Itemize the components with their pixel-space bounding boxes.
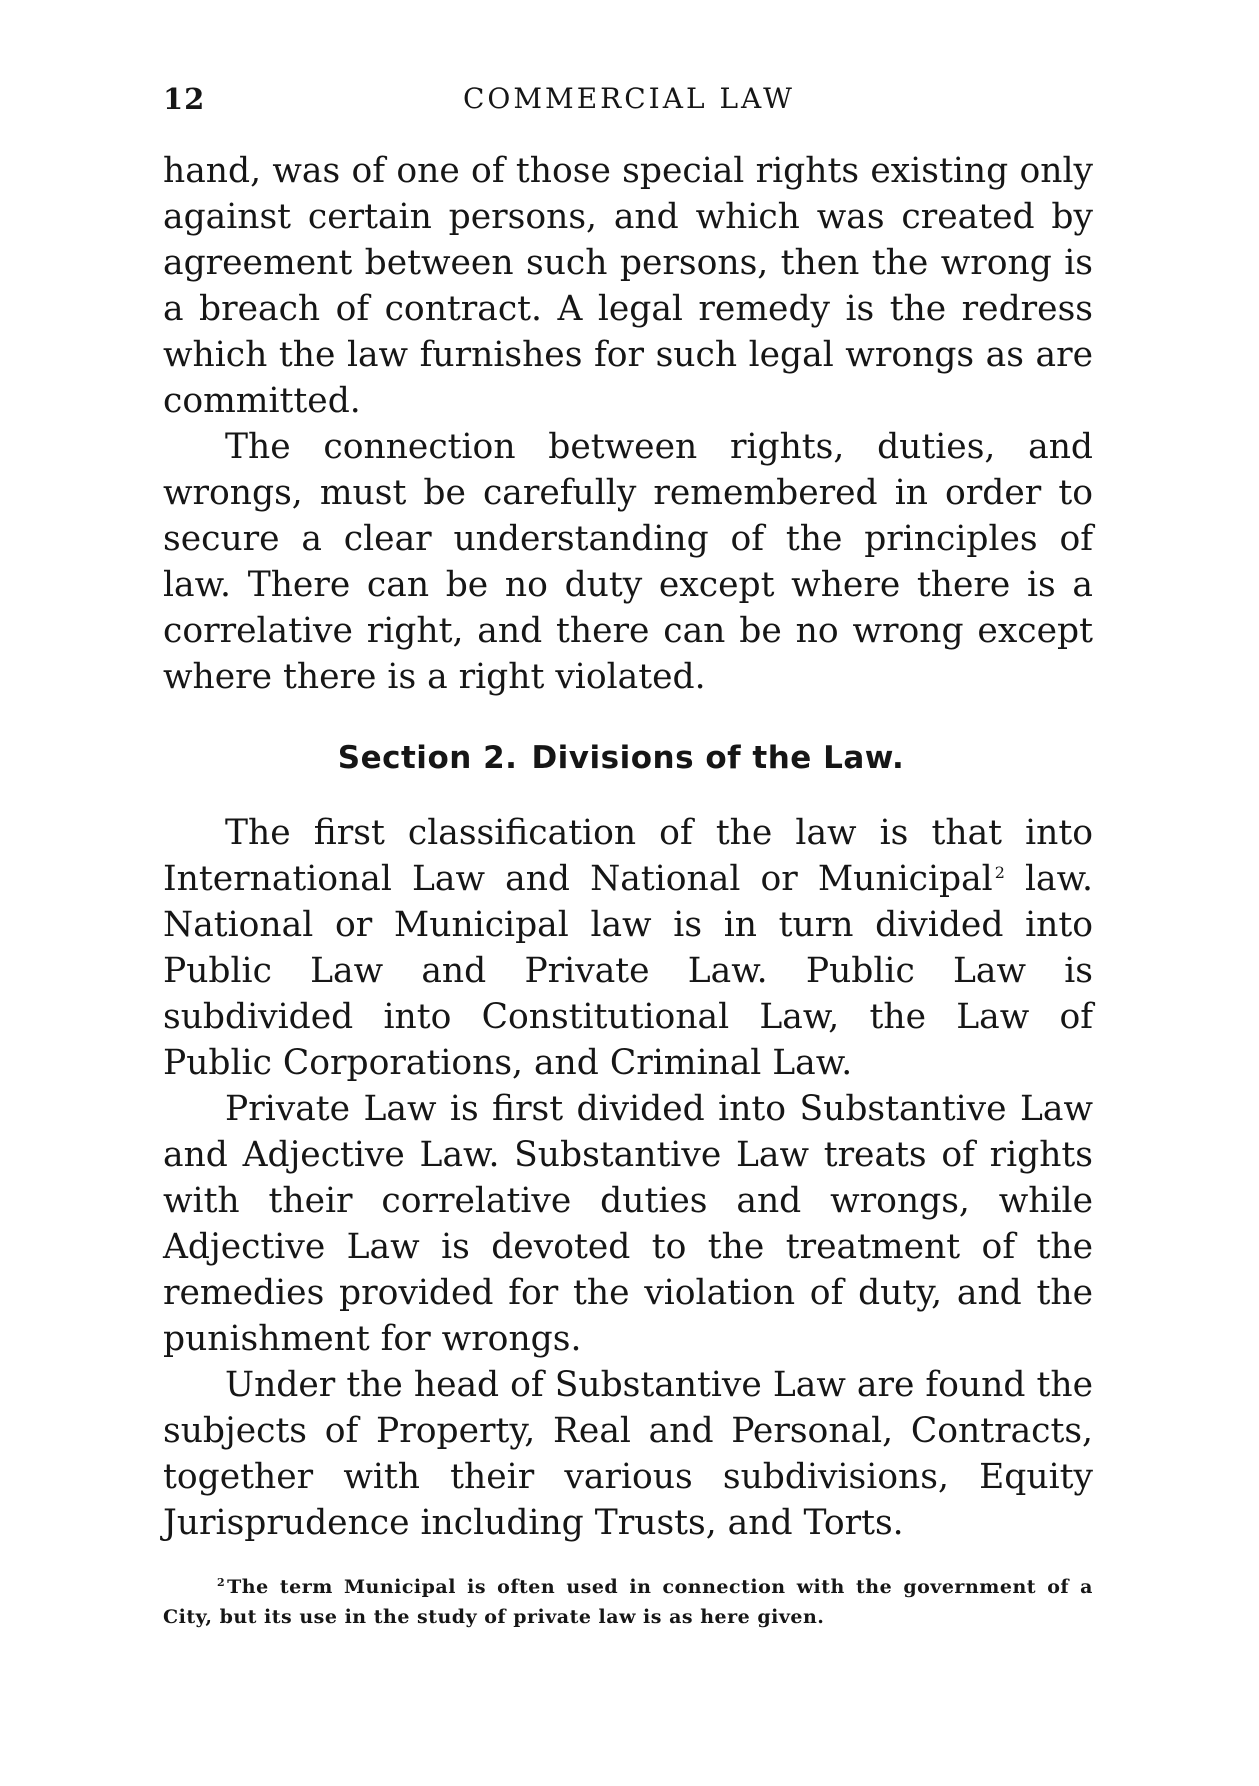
paragraph-rights-duties: The connection between rights, duties, and wrongs, must be carefully remembered in order to secure a clear understanding of the principles of law. There can be no duty except where there is a correlative right, and there can be no wrong except where there is a right violated. [163,427,1093,697]
footnote-reference: 2 [994,862,1005,882]
page-header [163,82,1093,122]
footnote-text: The term Municipal is often used in connection with the government of a City, but its use in the study of private law is as here given. [163,1576,1093,1628]
section-heading [163,740,1093,776]
section-title: Divisions of the Law. [531,740,905,776]
paragraph-classification-start: The first classification of the law is that into International Law and National or Municipal [163,813,1093,899]
body-text [163,148,1093,1632]
page-number: 12 [163,82,206,116]
paragraph-continued: hand, was of one of those special rights existing only against certain persons, and which was created by agreement between such persons, then the wrong is a breach of contract. A legal remedy is the redress which the law furnishes for such legal wrongs as are committed. [163,151,1093,421]
footnote [163,1572,1093,1632]
paragraph-classification [163,810,1093,1086]
paragraph-classification-end: law. National or Municipal law is in turn divided into Public Law and Private Law. Public Law is subdivided into Constitutional Law, the Law of Public Corporations, and Criminal Law. [163,859,1093,1083]
paragraph-private-law: Private Law is first divided into Substantive Law and Adjective Law. Substantive Law treats of rights with their correlative duties and wrongs, while Adjective Law is devoted to the treatment of the remedies provided for the violation of duty, and the punishment for wrongs. [163,1089,1093,1359]
section-number: Section 2. [337,740,518,776]
paragraph-substantive-law: Under the head of Substantive Law are found the subjects of Property, Real and Personal, Contracts, together with their various subdivisions, Equity Jurisprudence including Trusts, and Torts. [163,1365,1093,1543]
running-title: COMMERCIAL LAW [463,82,795,115]
footnote-marker: 2 [217,1575,226,1589]
